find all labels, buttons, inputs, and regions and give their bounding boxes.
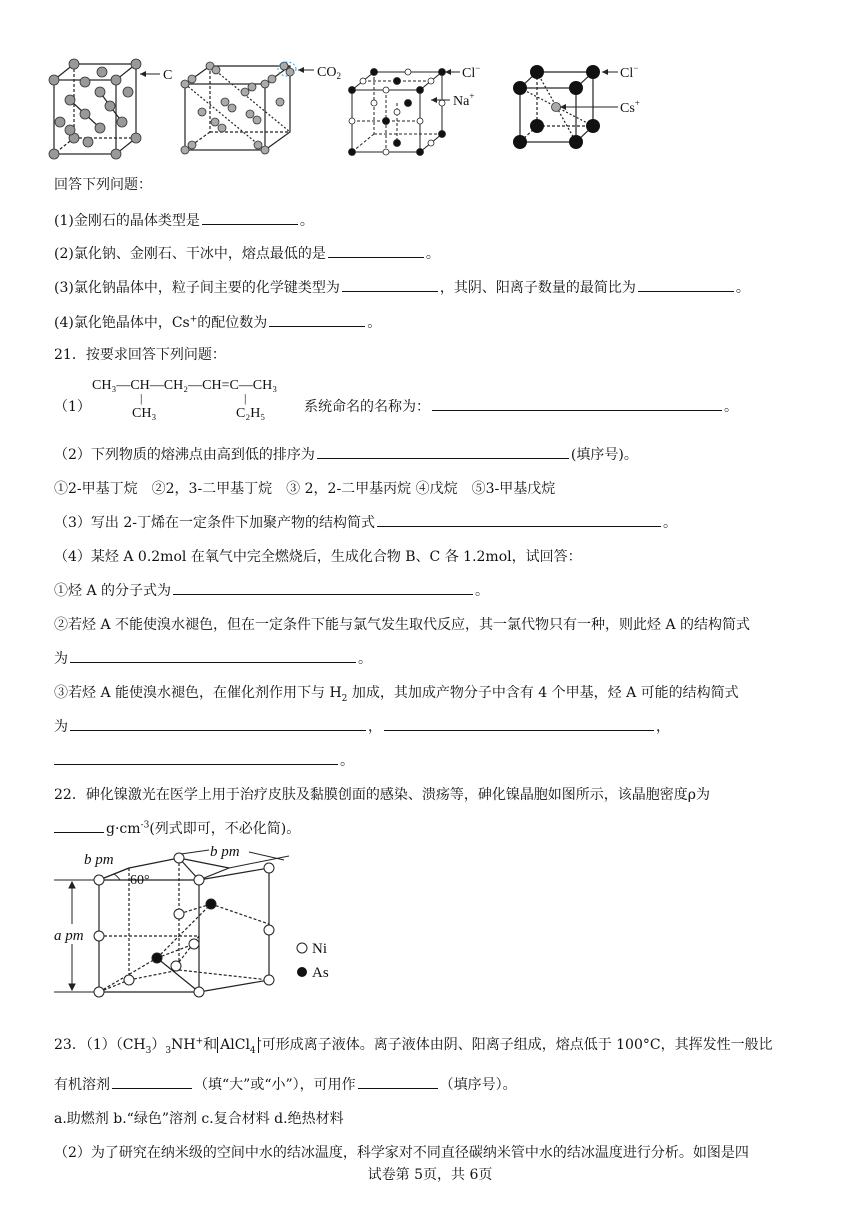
nacl-ions: [349, 69, 446, 156]
answer-blank[interactable]: [432, 396, 722, 411]
structural-formula: CH₃—CH—CH₂—CH=C—CH₃ | | CH₃ C₂H₅: [92, 378, 278, 421]
q23-line2: 有机溶剂 （填“大”或“小”），可用作 （填序号）。: [54, 1074, 517, 1094]
label-cl-1: Cl−: [462, 63, 481, 81]
q23-options: a.助燃剂 b.“绿色”溶剂 c.复合材料 d.绝热材料: [54, 1111, 344, 1127]
answer-blank[interactable]: [202, 210, 298, 225]
answer-blank[interactable]: [638, 277, 734, 292]
formula-branch-ethyl: C₂H₅: [236, 406, 266, 421]
q21-s1-num: （1）: [54, 399, 91, 415]
q21-s3: （3）写出 2-丁烯在一定条件下加聚产物的结构简式 。: [54, 512, 677, 532]
label-angle: 60°: [130, 873, 150, 888]
q21-s4-3a: ③若烃 A 能使溴水褪色，在催化剂作用下与 $H_2$ 加成，其加成产物分子中含有 4 个甲基，烃 A 可能的结构简式: [54, 685, 739, 704]
q21-s4-3b: 为 ， ，: [54, 716, 670, 736]
q21-s4-2a: ②若烃 A 不能使溴水褪色，但在一定条件下能与氯气发生取代反应，其一氯代物只有一种，则此烃 A 的结构简式: [54, 617, 751, 633]
label-c: C: [163, 68, 173, 83]
formula-branch-methyl: CH₃: [132, 406, 157, 421]
legend-as-marker: [297, 967, 307, 977]
q20-part2: (2)氯化钠、金刚石、干冰中，熔点最低的是 。: [54, 243, 440, 263]
q21-s4-3c: 。: [54, 750, 354, 770]
label-b-pm-top: b pm: [210, 844, 240, 860]
q21-s4: （4）某烃 A 0.2mol 在氧气中完全燃烧后，生成化合物 B、C 各 1.2mol，试回答：: [54, 549, 582, 565]
alcl4-bracket: AlCl$_4$: [217, 1037, 259, 1053]
q21-s1-text: 系统命名的名称为： 。: [304, 396, 738, 416]
hex-cell-frame: [99, 858, 269, 992]
answer-blank[interactable]: [70, 716, 366, 731]
nias-atoms: [94, 853, 274, 997]
answer-blank[interactable]: [377, 512, 661, 527]
answer-blank[interactable]: [342, 277, 438, 292]
q23-line1: 23．$(1)(CH_3)_3NH^+$和 AlCl$_4$-可形成离子液体。离子液体由阴、阳离子组成，熔点低于 100°C，其挥发性一般比: [54, 1036, 773, 1056]
legend-ni-marker: [297, 943, 307, 953]
dimension-lines: [54, 850, 289, 992]
q22-line1: 22．砷化镍激光在医学上用于治疗皮肤及黏膜创面的感染、溃疡等，砷化镍晶胞如图所示，该晶胞密度ρ为: [54, 787, 711, 803]
diamond-cell: [54, 64, 136, 154]
answer-blank[interactable]: [70, 648, 356, 663]
q20-part1: (1)金刚石的晶体类型是 。: [54, 210, 314, 230]
answer-blank[interactable]: [54, 818, 104, 833]
q21-s4-2b: 为 。: [54, 648, 372, 668]
q23-s2: （2）为了研究在纳米级的空间中水的结冰温度，科学家对不同直径碳纳米管中水的结冰温度进行分析。如图是四: [54, 1145, 749, 1161]
formula-main-chain: CH₃—CH—CH₂—CH=C—CH₃: [92, 378, 278, 393]
label-co2: $CO_2$: [317, 65, 341, 81]
q20-part3: (3)氯化钠晶体中，粒子间主要的化学键类型为 ，其阴、阳离子数量的最简比为 。: [54, 277, 750, 297]
answer-blank[interactable]: [328, 243, 424, 258]
q21-title: 21．按要求回答下列问题：: [54, 347, 226, 363]
label-b-pm-left: b pm: [84, 852, 114, 868]
answer-blank[interactable]: [358, 1074, 438, 1089]
answer-blank[interactable]: [269, 312, 365, 327]
q21-s2-options: ①2-甲基丁烷 ②2，3-二甲基丁烷 ③ 2，2-二甲基丙烷 ④戊烷 ⑤3-甲基戊烷: [54, 481, 556, 497]
label-na: Na+: [453, 91, 475, 109]
answer-blank[interactable]: [173, 580, 473, 595]
answer-blank[interactable]: [384, 716, 654, 731]
label-cs: Cs+: [620, 98, 640, 116]
q22-line2: $g\cdot cm^{-3}$(列式即可，不必化简)。: [54, 818, 300, 838]
q21-s2: （2）下列物质的熔沸点由高到低的排序为 (填序号)。: [54, 444, 638, 464]
diamond-atoms: [49, 59, 141, 159]
nias-unit-cell-figure: [54, 844, 354, 1014]
page-footer: 试卷第 5页，共 6页: [367, 1167, 493, 1183]
answer-blank[interactable]: [54, 750, 338, 765]
legend-ni: Ni: [312, 941, 327, 957]
q21-s4-1: ①烃 A 的分子式为 。: [54, 580, 489, 600]
q20-intro: 回答下列问题：: [54, 177, 152, 193]
label-a-pm: a pm: [54, 928, 84, 944]
label-cl-2: Cl−: [620, 63, 639, 81]
answer-blank[interactable]: [112, 1074, 192, 1089]
q20-part4: (4)氯化铯晶体中，Cs+的配位数为 。: [54, 312, 381, 332]
answer-blank[interactable]: [317, 444, 569, 459]
legend-as: As: [312, 965, 329, 981]
crystal-structures-figure: [40, 52, 660, 164]
